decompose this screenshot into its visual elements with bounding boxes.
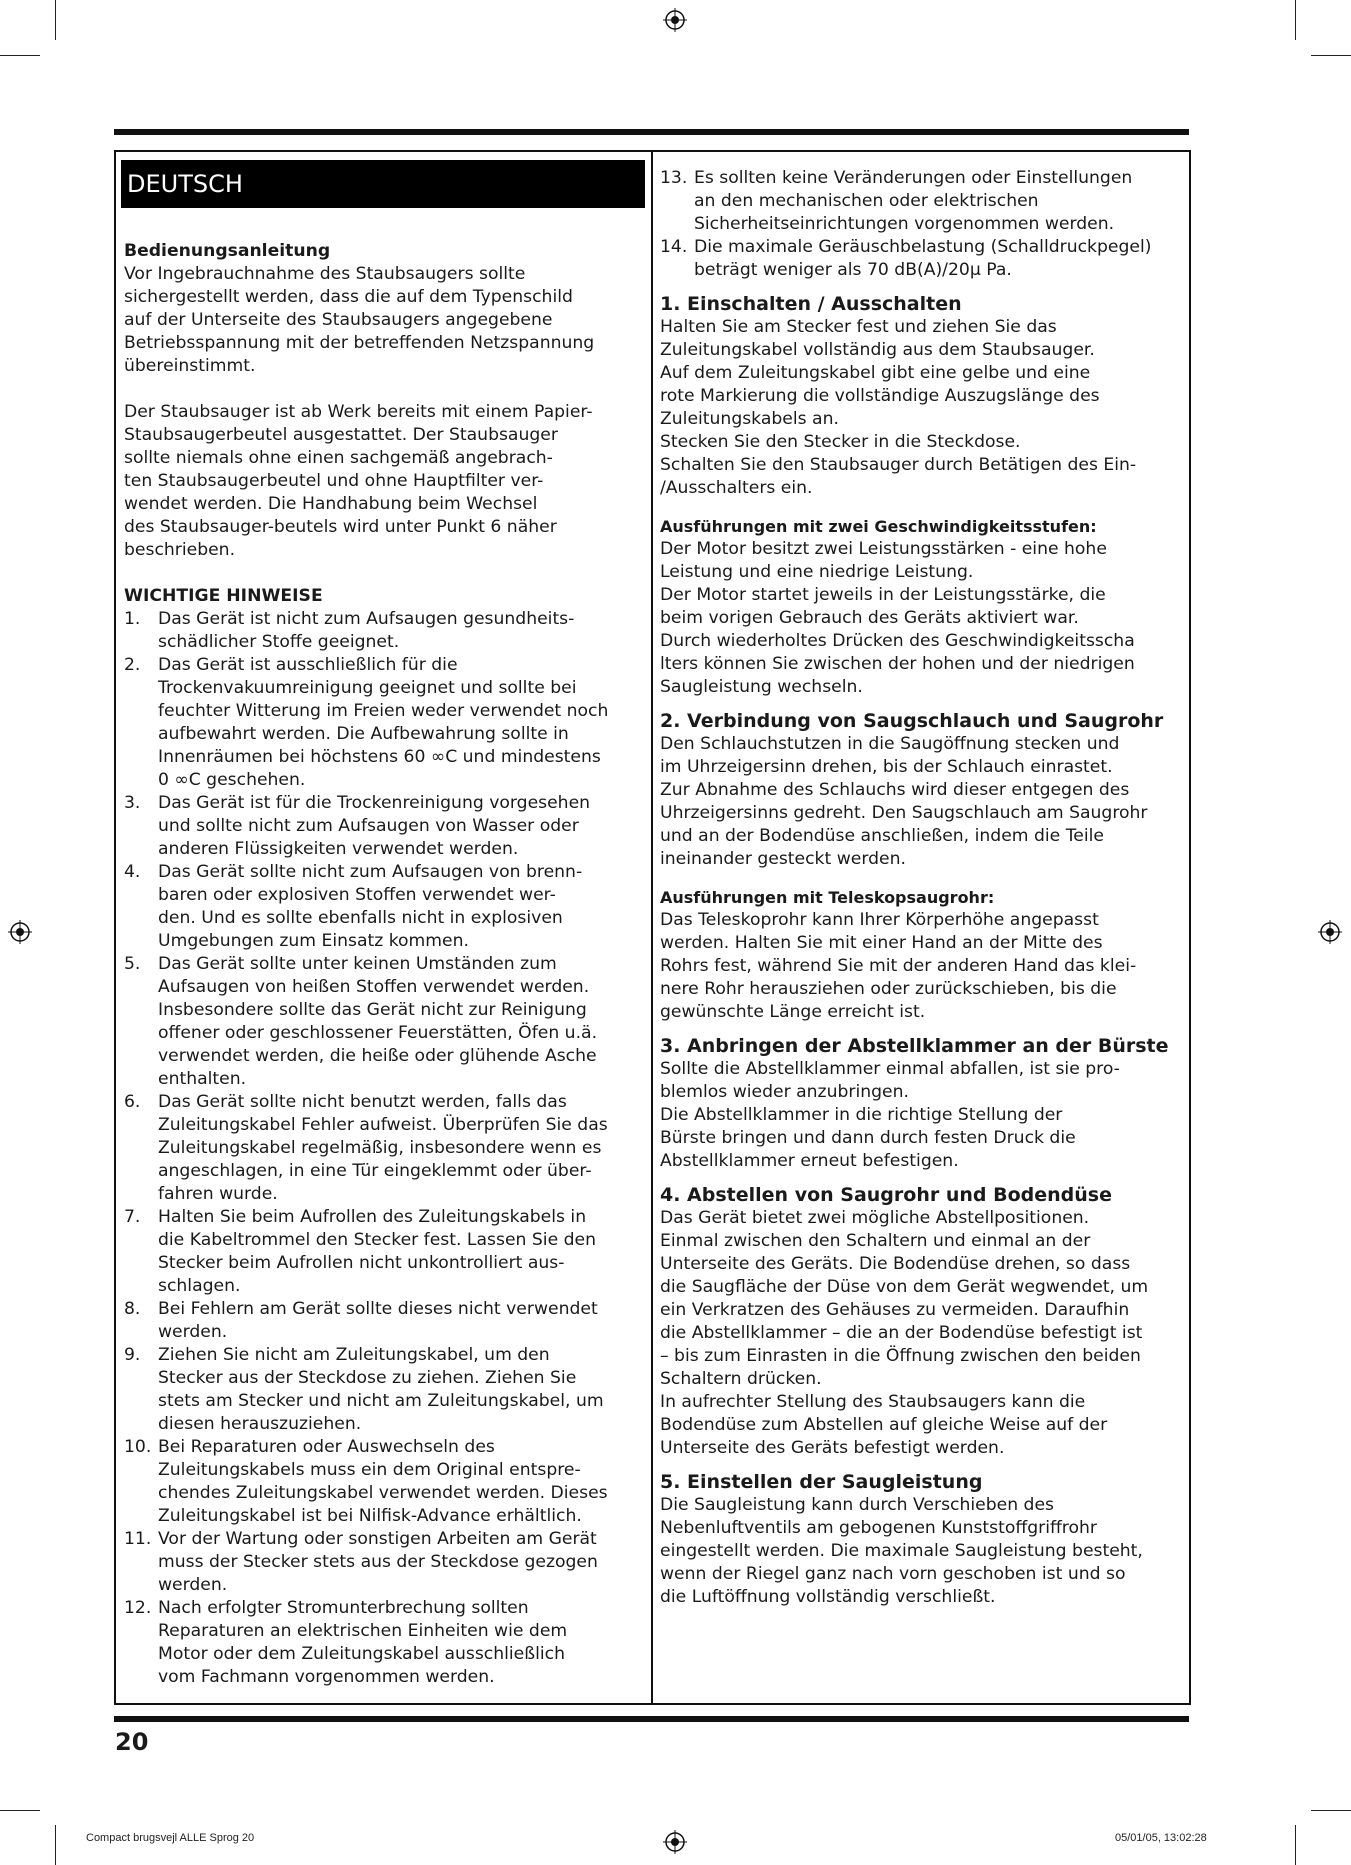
text-line: verwendet werden, die heiße oder glühende Asche	[158, 1046, 597, 1066]
section-5-heading: 5. Einstellen der Saugleistung	[660, 1471, 983, 1493]
text-line: angeschlagen, in eine Tür eingeklemmt oder über-	[158, 1161, 592, 1181]
list-item	[660, 236, 1182, 282]
list-item-text	[158, 792, 590, 861]
text-line: Den Schlauchstutzen in die Saugöffnung stecken und	[660, 734, 1120, 754]
text-line: die Abstellklammer – die an der Bodendüse befestigt ist	[660, 1323, 1143, 1343]
list-item-number: 13.	[660, 168, 688, 188]
list-item-number: 12.	[124, 1598, 152, 1618]
text-line: beträgt weniger als 70 dB(A)/20µ Pa.	[694, 260, 1012, 280]
text-line: In aufrechter Stellung des Staubsaugers kann die	[660, 1392, 1086, 1412]
list-item-text	[158, 1344, 604, 1436]
text-line: und sollte nicht zum Aufsaugen von Wasser oder	[158, 816, 579, 836]
text-line: diesen herauszuziehen.	[158, 1414, 362, 1434]
text-line: – bis zum Einrasten in die Öffnung zwischen den beiden	[660, 1346, 1141, 1366]
text-line: Abstellklammer erneut befestigen.	[660, 1151, 959, 1171]
text-line: Das Gerät sollte nicht zum Aufsaugen von brenn-	[158, 862, 583, 882]
text-line: Saugleistung wechseln.	[660, 677, 863, 697]
warnings-list-continued	[660, 167, 1182, 282]
section-1-text	[660, 316, 1182, 500]
text-line: stets am Stecker und nicht am Zuleitungskabel, um	[158, 1391, 604, 1411]
text-line: Rohrs fest, während Sie mit der anderen Hand das klei-	[660, 956, 1137, 976]
text-line: feuchter Witterung im Freien weder verwendet noch	[158, 701, 609, 721]
text-line: auf der Unterseite des Staubsaugers angegebene	[124, 310, 553, 330]
list-item	[124, 1436, 644, 1528]
text-line: Bei Fehlern am Gerät sollte dieses nicht verwendet	[158, 1299, 598, 1319]
text-line: nere Rohr herausziehen oder zurückschieben, bis die	[660, 979, 1117, 999]
top-rule	[114, 129, 1189, 135]
text-line: im Uhrzeigersinn drehen, bis der Schlauch einrastet.	[660, 757, 1113, 777]
text-line: Einmal zwischen den Schaltern und einmal an der	[660, 1231, 1091, 1251]
crop-mark	[55, 0, 56, 40]
list-item-text	[158, 1298, 598, 1344]
text-line: Zuleitungskabel ist bei Nilfisk-Advance erhältlich.	[158, 1506, 582, 1526]
text-line: Sicherheitseinrichtungen vorgenommen werden.	[694, 214, 1115, 234]
section-5-text	[660, 1494, 1182, 1609]
text-line: Schalten Sie den Staubsauger durch Betätigen des Ein-	[660, 455, 1137, 475]
list-item	[124, 1206, 644, 1298]
text-line: ein Verkratzen des Gehäuses zu vermeiden. Daraufhin	[660, 1300, 1130, 1320]
section-heading: Bedienungsanleitung	[124, 241, 331, 261]
list-item	[124, 1298, 644, 1344]
text-line: werden. Halten Sie mit einer Hand an der Mitte des	[660, 933, 1103, 953]
print-slug-right: 05/01/05, 13:02:28	[1115, 1832, 1207, 1844]
text-line: vom Fachmann vorgenommen werden.	[158, 1667, 495, 1687]
text-line: Das Gerät bietet zwei mögliche Abstellpositionen.	[660, 1208, 1090, 1228]
section-1-subheading: Ausführungen mit zwei Geschwindigkeitsstufen:	[660, 517, 1097, 536]
print-slug-left: Compact brugsvejl ALLE Sprog 20	[86, 1832, 255, 1844]
list-item	[124, 654, 644, 792]
text-line: ten Staubsaugerbeutel und ohne Hauptfilter ver-	[124, 471, 544, 491]
text-line: Die Saugleistung kann durch Verschieben des	[660, 1495, 1054, 1515]
section-4-text	[660, 1207, 1182, 1460]
registration-mark-icon	[663, 1830, 687, 1854]
crop-mark	[1295, 0, 1296, 40]
right-column	[660, 167, 1182, 1609]
text-line: Das Gerät ist ausschließlich für die	[158, 655, 458, 675]
text-line: Halten Sie am Stecker fest und ziehen Sie das	[660, 317, 1057, 337]
text-line: Das Gerät ist für die Trockenreinigung vorgesehen	[158, 793, 591, 813]
text-line: die Luftöffnung vollständig verschließt.	[660, 1587, 996, 1607]
text-line: beim vorigen Gebrauch des Geräts aktiviert war.	[660, 608, 1079, 628]
list-item	[124, 1091, 644, 1206]
section-1-subtext	[660, 538, 1182, 699]
text-line: /Ausschalters ein.	[660, 478, 813, 498]
list-item-text	[158, 1597, 567, 1689]
text-line: Auf dem Zuleitungskabel gibt eine gelbe und eine	[660, 363, 1091, 383]
text-line: und an der Bodendüse anschließen, indem die Teile	[660, 826, 1104, 846]
text-line: werden.	[158, 1322, 228, 1342]
text-line: Motor oder dem Zuleitungskabel ausschließlich	[158, 1644, 565, 1664]
text-line: Sollte die Abstellklammer einmal abfallen, ist sie pro-	[660, 1059, 1120, 1079]
list-item-text	[158, 608, 574, 654]
crop-mark	[55, 1825, 56, 1865]
list-item-number: 6.	[124, 1092, 141, 1112]
text-line: Zuleitungskabel regelmäßig, insbesondere wenn es	[158, 1138, 602, 1158]
list-item	[124, 1597, 644, 1689]
text-line: Die Abstellklammer in die richtige Stellung der	[660, 1105, 1063, 1125]
section-2-subheading: Ausführungen mit Teleskopsaugrohr:	[660, 888, 995, 907]
text-line: Es sollten keine Veränderungen oder Einstellungen	[694, 168, 1133, 188]
section-2-subtext	[660, 909, 1182, 1024]
list-item-number: 9.	[124, 1345, 141, 1365]
text-line: Zuleitungskabel vollständig aus dem Staubsauger.	[660, 340, 1095, 360]
text-line: an den mechanischen oder elektrischen	[694, 191, 1039, 211]
text-line: muss der Stecker stets aus der Steckdose gezogen	[158, 1552, 598, 1572]
text-line: Stecken Sie den Stecker in die Steckdose.	[660, 432, 1021, 452]
list-item-text	[158, 1091, 608, 1206]
list-item	[124, 861, 644, 953]
crop-mark	[1295, 1825, 1296, 1865]
text-line: die Saugfläche der Düse von dem Gerät wegwendet, um	[660, 1277, 1149, 1297]
text-line: die Kabeltrommel den Stecker fest. Lassen Sie den	[158, 1230, 596, 1250]
list-item-text	[158, 953, 597, 1091]
section-4-heading: 4. Abstellen von Saugrohr und Bodendüse	[660, 1184, 1112, 1206]
text-line: Das Teleskoprohr kann Ihrer Körperhöhe angepasst	[660, 910, 1099, 930]
text-line: wendet werden. Die Handhabung beim Wechsel	[124, 494, 538, 514]
text-line: Das Gerät sollte unter keinen Umständen zum	[158, 954, 557, 974]
list-item-number: 11.	[124, 1529, 152, 1549]
text-line: beschrieben.	[124, 540, 236, 560]
text-line: chendes Zuleitungskabel verwendet werden. Dieses	[158, 1483, 608, 1503]
text-line: werden.	[158, 1575, 228, 1595]
section-3-text	[660, 1058, 1182, 1173]
list-item	[124, 953, 644, 1091]
text-line: den. Und es sollte ebenfalls nicht in explosiven	[158, 908, 563, 928]
list-item	[660, 167, 1182, 236]
text-line: Zuleitungskabels muss ein dem Original entspre-	[158, 1460, 581, 1480]
list-item-number: 1.	[124, 609, 141, 629]
text-line: Die maximale Geräuschbelastung (Schalldruckpegel)	[694, 237, 1152, 257]
text-line: Trockenvakuumreinigung geeignet und sollte bei	[158, 678, 577, 698]
text-line: Zur Abnahme des Schlauchs wird dieser entgegen des	[660, 780, 1130, 800]
list-item	[124, 608, 644, 654]
list-item-number: 8.	[124, 1299, 141, 1319]
text-line: Unterseite des Geräts. Die Bodendüse drehen, so dass	[660, 1254, 1131, 1274]
text-line: schlagen.	[158, 1276, 241, 1296]
list-item-text	[694, 236, 1151, 282]
list-item-text	[158, 1436, 608, 1528]
section-1-heading: 1. Einschalten / Ausschalten	[660, 293, 962, 315]
list-item	[124, 792, 644, 861]
list-item-number: 4.	[124, 862, 141, 882]
text-line: Der Motor startet jeweils in der Leistungsstärke, die	[660, 585, 1106, 605]
text-line: blemlos wieder anzubringen.	[660, 1082, 909, 1102]
text-line: Reparaturen an elektrischen Einheiten wie dem	[158, 1621, 568, 1641]
text-line: sollte niemals ohne einen sachgemäß angebrach-	[124, 448, 553, 468]
left-column	[124, 240, 644, 1689]
text-line: enthalten.	[158, 1069, 247, 1089]
text-line: Zuleitungskabels an.	[660, 409, 839, 429]
list-item-number: 5.	[124, 954, 141, 974]
text-line: Aufsaugen von heißen Stoffen verwendet werden.	[158, 977, 590, 997]
bag-paragraph	[124, 401, 644, 562]
list-item-text	[694, 167, 1132, 236]
text-line: wenn der Riegel ganz nach vorn geschoben ist und so	[660, 1564, 1126, 1584]
text-line: übereinstimmt.	[124, 356, 256, 376]
crop-mark	[1311, 55, 1351, 56]
text-line: Durch wiederholtes Drücken des Geschwindigkeitsscha	[660, 631, 1135, 651]
list-item-text	[158, 654, 608, 792]
text-line: Nach erfolgter Stromunterbrechung sollten	[158, 1598, 529, 1618]
warnings-list	[124, 608, 644, 1689]
section-3-heading: 3. Anbringen der Abstellklammer an der Bürste	[660, 1035, 1169, 1057]
text-line: offener oder geschlossener Feuerstätten, Öfen u.ä.	[158, 1023, 598, 1043]
text-line: Vor Ingebrauchnahme des Staubsaugers sollte	[124, 264, 526, 284]
text-line: Stecker beim Aufrollen nicht unkontrolliert aus-	[158, 1253, 565, 1273]
text-line: Betriebsspannung mit der betreffenden Netzspannung	[124, 333, 595, 353]
text-line: Innenräumen bei höchstens 60 ∞C und mindestens	[158, 747, 601, 767]
text-line: fahren wurde.	[158, 1184, 278, 1204]
text-line: Der Staubsauger ist ab Werk bereits mit einem Papier-	[124, 402, 593, 422]
list-item-text	[158, 1206, 596, 1298]
list-item-number: 3.	[124, 793, 141, 813]
text-line: Das Gerät sollte nicht benutzt werden, falls das	[158, 1092, 567, 1112]
text-line: Stecker aus der Steckdose zu ziehen. Ziehen Sie	[158, 1368, 577, 1388]
section-2-text	[660, 733, 1182, 871]
text-line: Bodendüse zum Abstellen auf gleiche Weise auf der	[660, 1415, 1108, 1435]
list-item-number: 2.	[124, 655, 141, 675]
language-title: DEUTSCH	[121, 160, 645, 208]
text-line: Umgebungen zum Einsatz kommen.	[158, 931, 469, 951]
text-line: Uhrzeigersinns gedreht. Den Saugschlauch am Saugrohr	[660, 803, 1148, 823]
text-line: lters können Sie zwischen der hohen und der niedrigen	[660, 654, 1135, 674]
text-line: Halten Sie beim Aufrollen des Zuleitungskabels in	[158, 1207, 587, 1227]
text-line: 0 ∞C geschehen.	[158, 770, 306, 790]
page-number: 20	[115, 1728, 149, 1756]
crop-mark	[0, 1810, 40, 1811]
bottom-rule	[114, 1716, 1189, 1722]
list-item-number: 10.	[124, 1437, 152, 1457]
list-item-number: 7.	[124, 1207, 141, 1227]
registration-mark-icon	[8, 920, 32, 944]
text-line: Unterseite des Geräts befestigt werden.	[660, 1438, 1005, 1458]
text-line: Ziehen Sie nicht am Zuleitungskabel, um den	[158, 1345, 550, 1365]
text-line: rote Markierung die vollständige Auszugslänge des	[660, 386, 1100, 406]
text-line: ineinander gesteckt werden.	[660, 849, 906, 869]
text-line: des Staubsauger-beutels wird unter Punkt 6 näher	[124, 517, 557, 537]
text-line: Zuleitungskabel Fehler aufweist. Überprüfen Sie das	[158, 1115, 608, 1135]
warnings-heading: WICHTIGE HINWEISE	[124, 586, 323, 606]
column-divider	[651, 150, 653, 1703]
text-line: Leistung und eine niedrige Leistung.	[660, 562, 974, 582]
text-line: Schaltern drücken.	[660, 1369, 822, 1389]
list-item-text	[158, 861, 582, 953]
registration-mark-icon	[663, 8, 687, 32]
list-item	[124, 1528, 644, 1597]
text-line: anderen Flüssigkeiten verwendet werden.	[158, 839, 519, 859]
text-line: Nebenluftventils am gebogenen Kunststoffgriffrohr	[660, 1518, 1097, 1538]
text-line: Der Motor besitzt zwei Leistungsstärken - eine hohe	[660, 539, 1107, 559]
list-item	[124, 1344, 644, 1436]
registration-mark-icon	[1318, 920, 1342, 944]
text-line: sichergestellt werden, dass die auf dem Typenschild	[124, 287, 573, 307]
text-line: aufbewahrt werden. Die Aufbewahrung sollte in	[158, 724, 569, 744]
section-2-heading: 2. Verbindung von Saugschlauch und Saugrohr	[660, 710, 1164, 732]
text-line: Das Gerät ist nicht zum Aufsaugen gesundheits-	[158, 609, 575, 629]
text-line: schädlicher Stoffe geeignet.	[158, 632, 400, 652]
list-item-text	[158, 1528, 598, 1597]
crop-mark	[1311, 1810, 1351, 1811]
text-line: Bürste bringen und dann durch festen Druck die	[660, 1128, 1076, 1148]
text-line: gewünschte Länge erreicht ist.	[660, 1002, 926, 1022]
text-line: eingestellt werden. Die maximale Saugleistung besteht,	[660, 1541, 1143, 1561]
crop-mark	[0, 55, 40, 56]
text-line: Vor der Wartung oder sonstigen Arbeiten am Gerät	[158, 1529, 597, 1549]
intro-paragraph	[124, 263, 644, 378]
text-line: baren oder explosiven Stoffen verwendet wer-	[158, 885, 556, 905]
text-line: Bei Reparaturen oder Auswechseln des	[158, 1437, 495, 1457]
text-line: Insbesondere sollte das Gerät nicht zur Reinigung	[158, 1000, 587, 1020]
list-item-number: 14.	[660, 237, 688, 257]
text-line: Staubsaugerbeutel ausgestattet. Der Staubsauger	[124, 425, 558, 445]
